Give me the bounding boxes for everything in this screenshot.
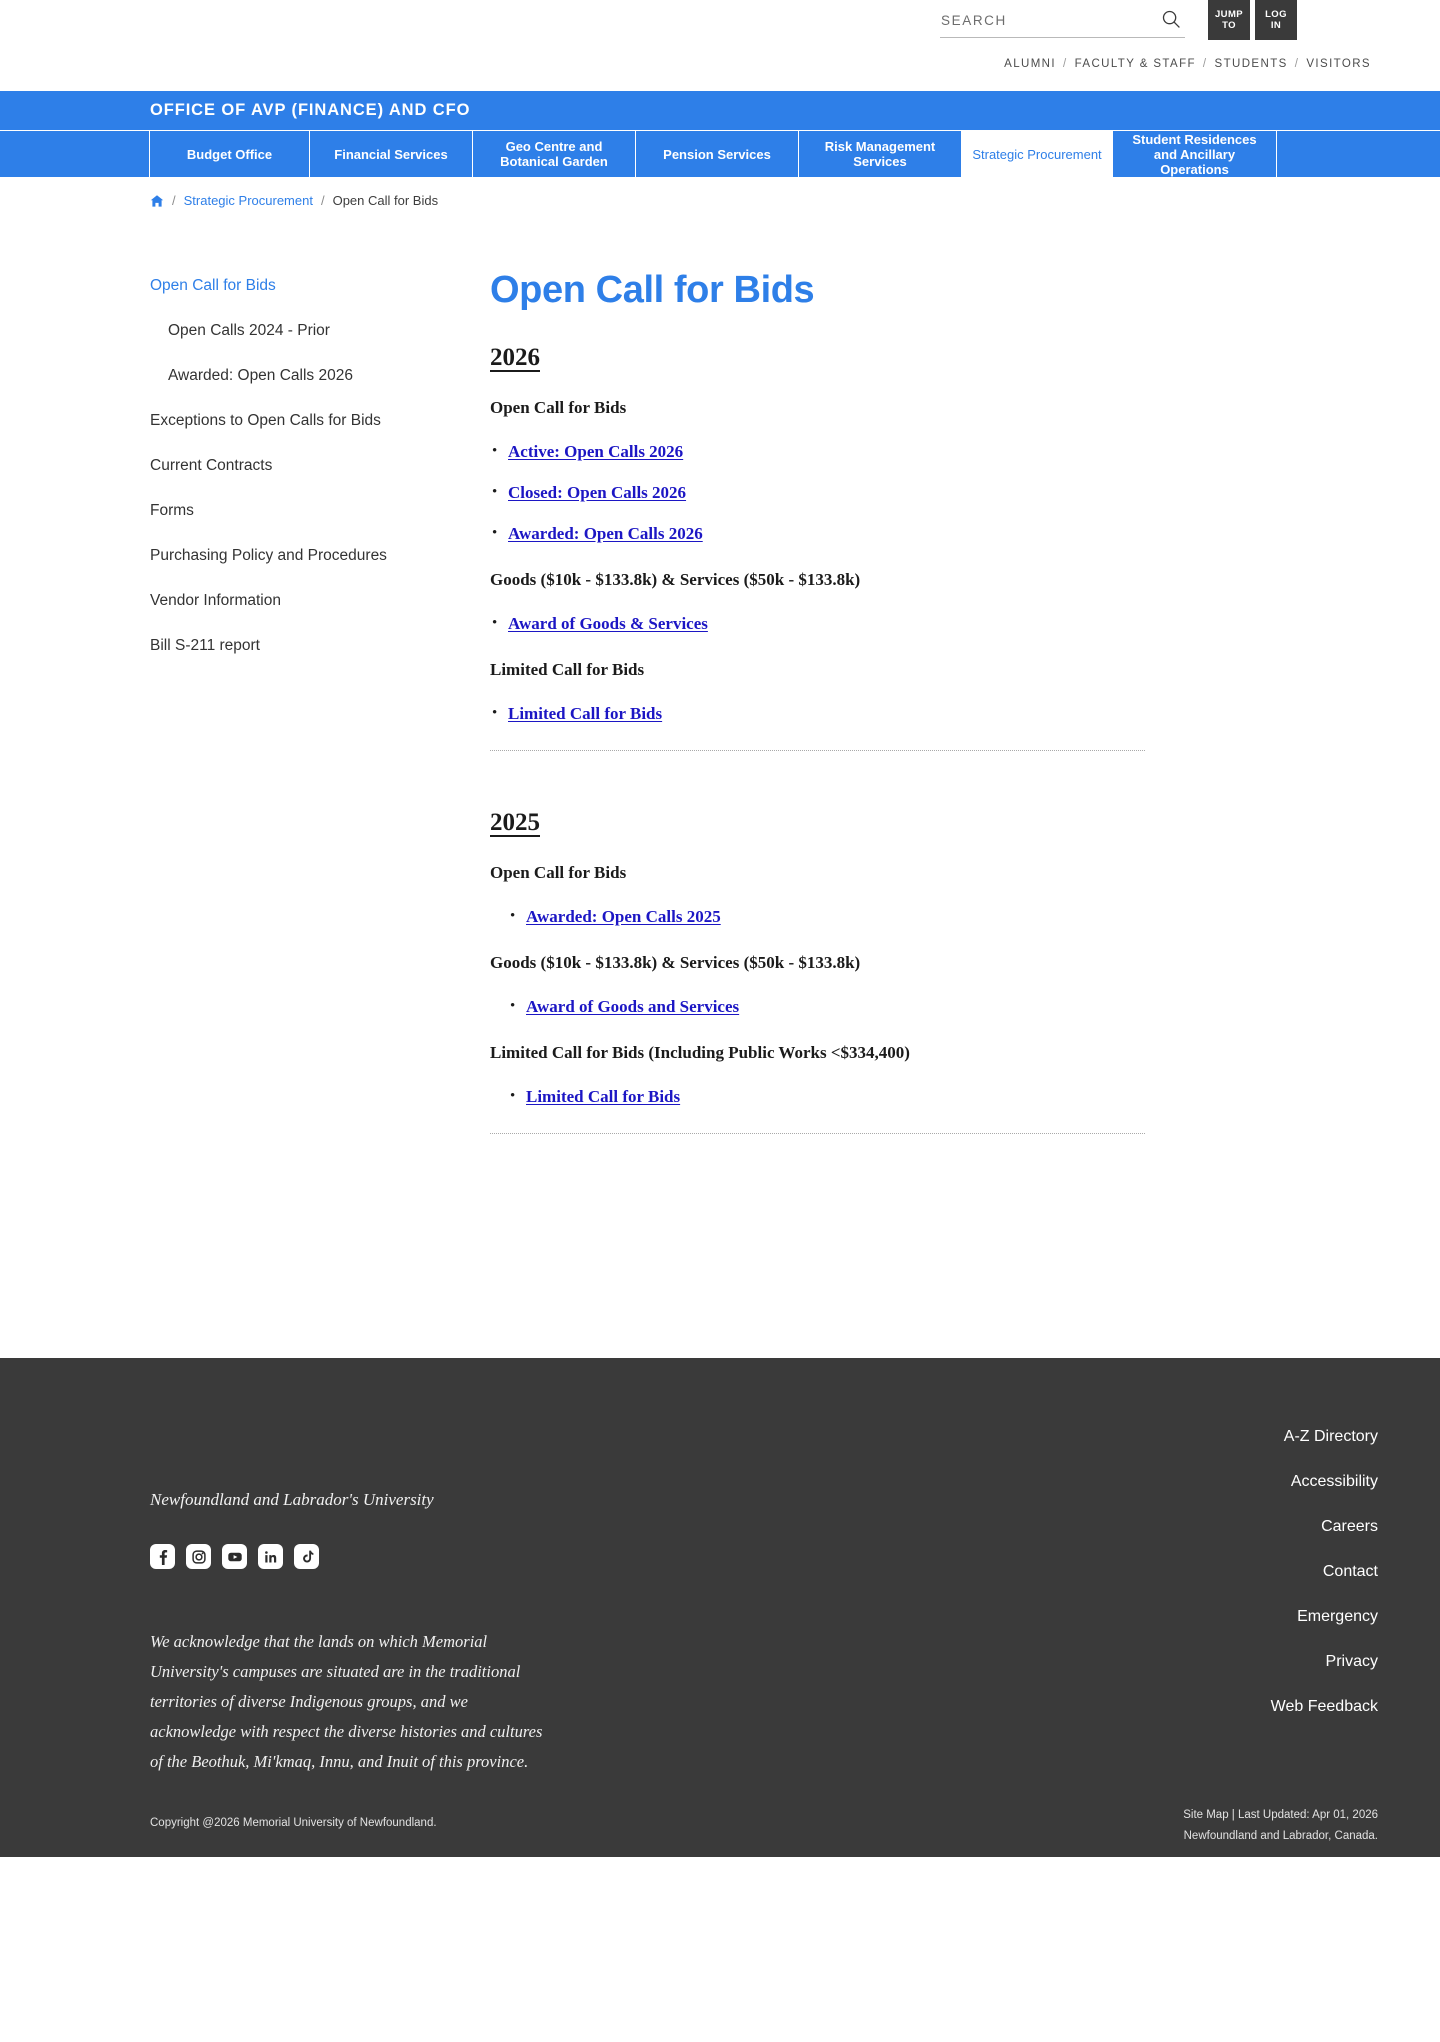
section-gap (490, 751, 1145, 809)
site-footer (0, 1358, 1440, 1857)
list-item (490, 703, 1145, 726)
audience-link-visitors[interactable]: VISITORS (1306, 58, 1371, 70)
sidebar-item-current-contracts[interactable]: Current Contracts (150, 457, 273, 474)
link-list (490, 906, 1145, 929)
sidebar-item-vendor-information[interactable]: Vendor Information (150, 592, 281, 609)
link-list (490, 441, 1145, 546)
year-section-2025 (490, 809, 1145, 1134)
section-divider (490, 1133, 1145, 1134)
nav-left-spacer (0, 131, 150, 177)
link-list (490, 996, 1145, 1019)
sidebar-item-forms[interactable]: Forms (150, 502, 194, 519)
instagram-icon[interactable] (186, 1544, 211, 1569)
log-in-label-line1: LOG (1265, 9, 1287, 20)
social-links (150, 1544, 770, 1569)
group-label-open-call-for-bids-2025: Open Call for Bids (490, 863, 627, 882)
main-content (490, 208, 1145, 1358)
site-title: OFFICE OF AVP (FINANCE) AND CFO (150, 101, 471, 119)
breadcrumb-separator: / (172, 193, 176, 208)
audience-links (997, 58, 1378, 70)
page-title: Open Call for Bids (490, 269, 815, 311)
log-in-button[interactable] (1255, 0, 1297, 40)
link-awarded-open-calls-2025[interactable]: Awarded: Open Calls 2025 (526, 907, 721, 926)
sidebar-navigation (150, 208, 490, 1358)
audience-separator: / (1062, 58, 1068, 70)
list-item (490, 1086, 1145, 1109)
link-active-open-calls-2026[interactable]: Active: Open Calls 2026 (508, 442, 684, 461)
sidebar-item-awarded-open-calls-2026[interactable]: Awarded: Open Calls 2026 (168, 367, 353, 384)
list-item (490, 996, 1145, 1019)
site-map-line[interactable]: Site Map | Last Updated: Apr 01, 2026 (1183, 1809, 1378, 1821)
footer-links-column (770, 1418, 1378, 1847)
search-input[interactable] (940, 13, 1140, 32)
list-item (490, 482, 1145, 505)
copyright-text: Copyright @2026 Memorial University of Newfoundland. (150, 1817, 437, 1829)
jump-to-label-line1: JUMP (1215, 9, 1243, 20)
audience-separator: / (1294, 58, 1300, 70)
facebook-icon[interactable] (150, 1544, 175, 1569)
nav-item-budget-office[interactable]: Budget Office (150, 131, 310, 177)
sidebar-item-open-call-for-bids[interactable]: Open Call for Bids (150, 277, 276, 294)
audience-separator: / (1202, 58, 1208, 70)
sidebar-item-bill-s-211-report[interactable]: Bill S-211 report (150, 637, 260, 654)
year-heading: 2025 (490, 809, 540, 836)
group-label-goods-and-services-2025: Goods ($10k - $133.8k) & Services ($50k - $133.8k) (490, 953, 861, 972)
link-limited-call-for-bids-2026[interactable]: Limited Call for Bids (508, 704, 663, 723)
sidebar-item-open-calls-2024-prior[interactable]: Open Calls 2024 - Prior (168, 322, 330, 339)
link-list (490, 703, 1145, 726)
list-item (490, 906, 1145, 929)
jump-to-button[interactable] (1208, 0, 1250, 40)
footer-link-emergency[interactable]: Emergency (1297, 1608, 1378, 1625)
list-item (490, 523, 1145, 546)
search-icon[interactable] (1161, 9, 1181, 29)
link-closed-open-calls-2026[interactable]: Closed: Open Calls 2026 (508, 483, 687, 502)
footer-link-web-feedback[interactable]: Web Feedback (1270, 1698, 1378, 1715)
group-label-open-call-for-bids: Open Call for Bids (490, 398, 627, 417)
primary-navigation (0, 130, 1440, 177)
link-award-of-goods-and-services-2026[interactable]: Award of Goods & Services (508, 614, 708, 633)
group-label-goods-and-services-2026: Goods ($10k - $133.8k) & Services ($50k - $133.8k) (490, 570, 861, 589)
year-heading: 2026 (490, 344, 540, 371)
nav-right-spacer (1277, 131, 1440, 177)
utility-bar (0, 0, 1440, 90)
link-award-of-goods-and-services-2025[interactable]: Award of Goods and Services (526, 997, 740, 1016)
nav-item-financial-services[interactable]: Financial Services (310, 131, 473, 177)
link-list (490, 1086, 1145, 1109)
footer-link-a-z-directory[interactable]: A-Z Directory (1283, 1428, 1378, 1445)
linkedin-icon[interactable] (258, 1544, 283, 1569)
audience-link-alumni[interactable]: ALUMNI (1004, 58, 1056, 70)
footer-left-column (150, 1418, 770, 1847)
page-body (0, 208, 1440, 1358)
nav-item-strategic-procurement[interactable]: Strategic Procurement (962, 131, 1113, 177)
breadcrumb (0, 177, 1440, 208)
group-label-limited-call-for-bids-2025: Limited Call for Bids (Including Public Works <$334,400) (490, 1043, 910, 1062)
footer-meta (1183, 1805, 1378, 1847)
home-icon[interactable] (150, 194, 164, 208)
footer-tagline: Newfoundland and Labrador's University (150, 1490, 434, 1509)
list-item (490, 441, 1145, 464)
group-label-limited-call-for-bids-2026: Limited Call for Bids (490, 660, 645, 679)
nav-item-pension-services[interactable]: Pension Services (636, 131, 799, 177)
link-list (490, 613, 1145, 636)
footer-link-accessibility[interactable]: Accessibility (1290, 1473, 1378, 1490)
breadcrumb-item-current: Open Call for Bids (332, 193, 439, 208)
youtube-icon[interactable] (222, 1544, 247, 1569)
log-in-label-line2: IN (1270, 20, 1282, 31)
footer-link-privacy[interactable]: Privacy (1325, 1653, 1378, 1670)
link-limited-call-for-bids-2025[interactable]: Limited Call for Bids (526, 1087, 681, 1106)
search-box[interactable] (940, 7, 1185, 38)
nav-item-student-residences-and-ancillary-operations[interactable]: Student Residences and Ancillary Operations (1113, 131, 1277, 177)
link-awarded-open-calls-2026[interactable]: Awarded: Open Calls 2026 (508, 524, 703, 543)
footer-link-contact[interactable]: Contact (1322, 1563, 1378, 1580)
land-acknowledgement: We acknowledge that the lands on which Memorial University's campuses are situated are in the traditional territories of diverse Indigenous groups, and we acknowledge with respect the diverse histories and cultures of the Beothuk, Mi'kmaq, Innu, and Inuit of this province. (150, 1632, 543, 1771)
year-section-2026 (490, 344, 1145, 751)
jump-to-label-line2: TO (1222, 20, 1236, 31)
sidebar-item-purchasing-policy-and-procedures[interactable]: Purchasing Policy and Procedures (150, 547, 387, 564)
list-item (490, 613, 1145, 636)
audience-link-faculty-staff[interactable]: FACULTY & STAFF (1074, 58, 1196, 70)
breadcrumb-item-strategic-procurement[interactable]: Strategic Procurement (183, 193, 313, 208)
location-line: Newfoundland and Labrador, Canada. (1183, 1830, 1378, 1842)
audience-link-students[interactable]: STUDENTS (1214, 58, 1288, 70)
breadcrumb-separator: / (320, 193, 325, 208)
nav-item-geo-centre-and-botanical-garden[interactable]: Geo Centre and Botanical Garden (473, 131, 636, 177)
footer-link-careers[interactable]: Careers (1321, 1518, 1378, 1535)
tiktok-icon[interactable] (294, 1544, 319, 1569)
nav-item-risk-management-services[interactable]: Risk Management Services (799, 131, 962, 177)
sidebar-item-exceptions-to-open-calls-for-bids[interactable]: Exceptions to Open Calls for Bids (150, 412, 381, 429)
site-banner (0, 90, 1440, 130)
